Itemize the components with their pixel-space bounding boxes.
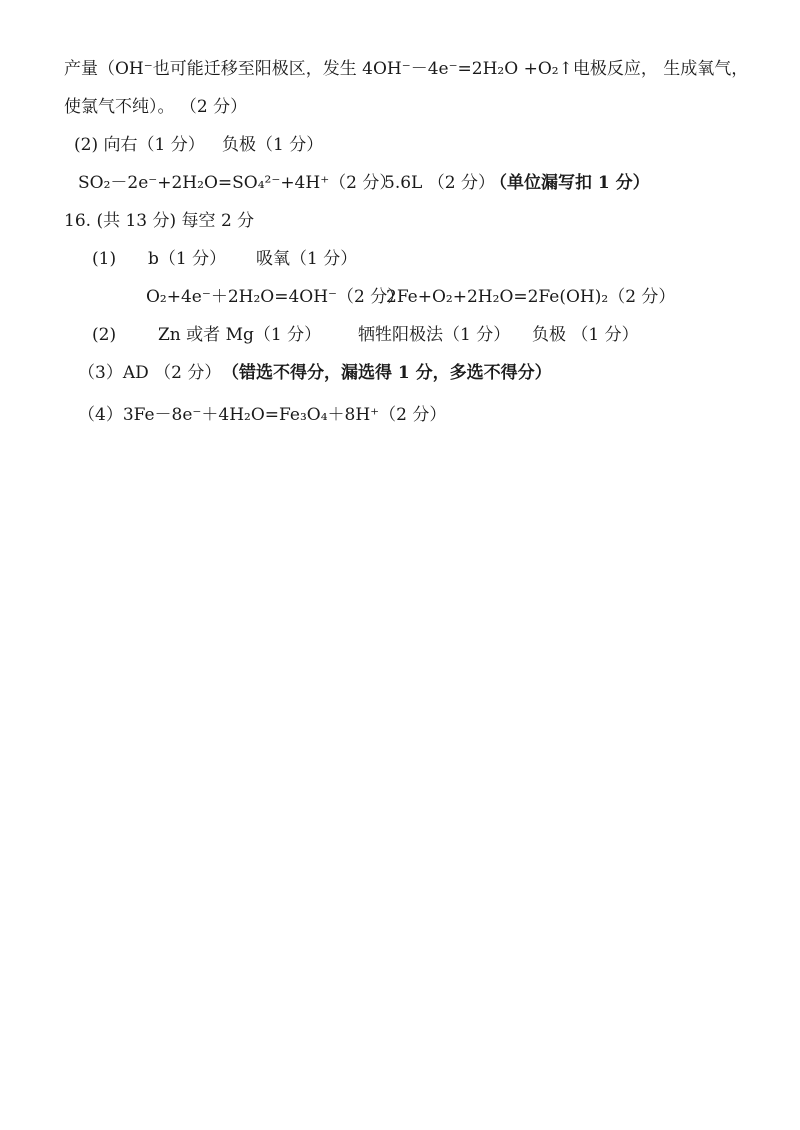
q16-1-answer-b: b（1 分）: [148, 249, 227, 269]
q16-2-number: (2): [92, 325, 117, 345]
q16-2-answer-method: 牺牲阳极法（1 分）: [358, 325, 511, 345]
q16-4-equation: （4）3Fe－8e⁻＋4H₂O=Fe₃O₄＋8H⁺（2 分）: [78, 405, 447, 425]
q16-2-answer-metal: Zn 或者 Mg（1 分）: [158, 325, 322, 345]
q2-label: (2) 向右（1 分）: [74, 135, 205, 155]
q16-1-equation-1: O₂+4e⁻＋2H₂O=4OH⁻（2 分）: [146, 287, 405, 307]
q16-3-note: （错选不得分，漏选得 1 分，多选不得分）: [222, 363, 552, 383]
q16-1-equation-2: 2Fe+O₂+2H₂O=2Fe(OH)₂（2 分）: [386, 287, 676, 307]
para-line-2: 使氯气不纯）。 （2 分）: [64, 97, 248, 117]
para-line-1: 产量（OH⁻也可能迁移至阳极区，发生 4OH⁻－4e⁻=2H₂O +O₂↑电极反应， 生成氧气，: [64, 59, 749, 79]
q16-2-answer-negative: 负极 （1 分）: [532, 325, 639, 345]
q16-header: 16. (共 13 分) 每空 2 分: [64, 211, 255, 231]
q16-1-answer-oxygen: 吸氧（1 分）: [256, 249, 358, 269]
q16-3-answer: （3）AD （2 分）: [78, 363, 222, 383]
q2-note: （单位漏写扣 1 分）: [490, 173, 650, 193]
q16-1-number: (1): [92, 249, 117, 269]
q2-volume: 5.6L （2 分）: [384, 173, 495, 193]
q2-answer-negative: 负极（1 分）: [222, 135, 324, 155]
q2-equation: SO₂－2e⁻+2H₂O=SO₄²⁻+4H⁺（2 分）: [78, 173, 397, 193]
